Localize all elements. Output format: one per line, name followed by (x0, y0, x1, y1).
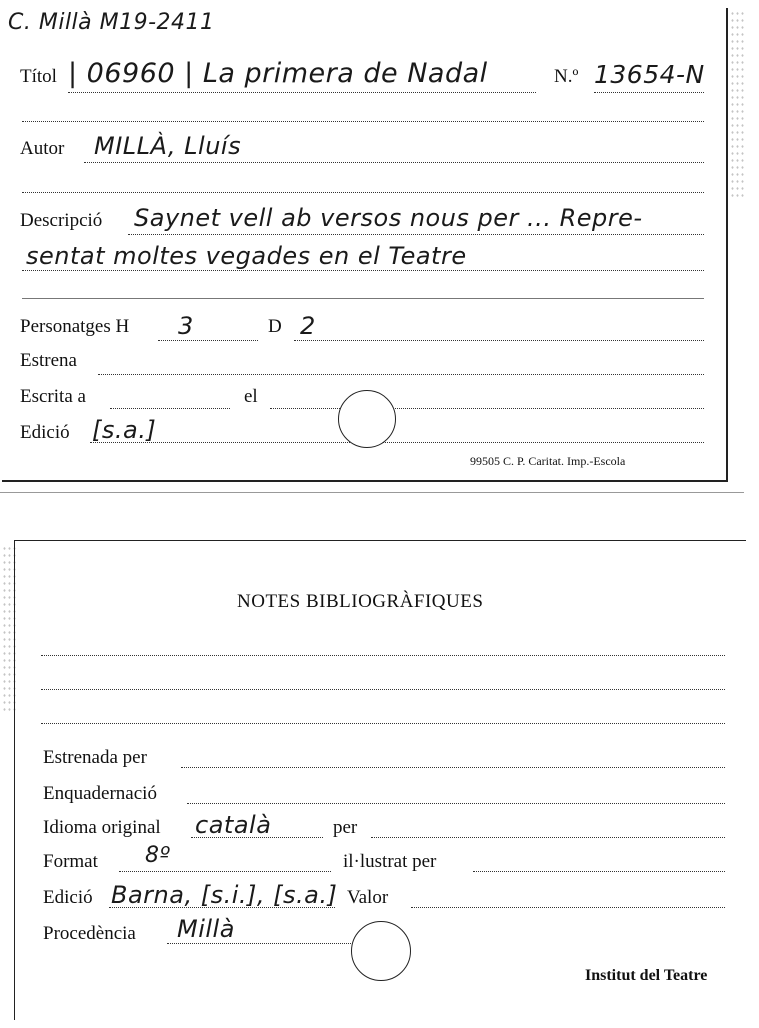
blank-line (41, 655, 725, 656)
illustrat-label: il·lustrat per (343, 851, 437, 872)
descripcio-line1: Saynet vell ab versos nous per ... Repre- (134, 204, 643, 232)
blank-line (22, 192, 704, 193)
catalog-card-back (14, 540, 746, 1020)
blank-line (22, 121, 704, 122)
el-line (270, 408, 704, 409)
card-gap-line (0, 492, 744, 493)
estrena-label: Estrena (20, 350, 77, 371)
edicio-label: Edició (20, 422, 70, 443)
idioma-line (191, 837, 323, 838)
format-label: Format (43, 851, 98, 872)
numero-line (594, 92, 704, 93)
personatges-d-value: 2 (300, 312, 316, 340)
idioma-value: català (195, 811, 272, 839)
autor-line (84, 162, 704, 163)
idioma-label: Idioma original (43, 817, 161, 838)
illustrat-line (473, 871, 725, 872)
format-value: 8º (145, 843, 171, 868)
separator (22, 298, 704, 299)
autor-value: MILLÀ, Lluís (94, 132, 242, 160)
personatges-d-label: D (268, 316, 282, 337)
institution-name: Institut del Teatre (585, 967, 708, 984)
printer-imprint: 99505 C. P. Caritat. Imp.-Escola (470, 454, 626, 468)
valor-line (411, 907, 725, 908)
escrita-line (110, 408, 230, 409)
edicio-line (109, 907, 335, 908)
blank-line (41, 689, 725, 690)
signature: C. Millà M19-2411 (8, 10, 215, 35)
edge-speckle (730, 10, 744, 200)
format-line (119, 871, 331, 872)
titol-value: | 06960 | La primera de Nadal (68, 58, 488, 89)
edicio-label: Edició (43, 887, 93, 908)
per-line (371, 837, 725, 838)
escrita-label: Escrita a (20, 386, 86, 407)
numero-label: N.º (554, 66, 579, 87)
personatges-label: Personatges H (20, 316, 130, 337)
blank-line (41, 723, 725, 724)
autor-label: Autor (20, 138, 65, 159)
edicio-value: Barna, [s.i.], [s.a.] (111, 881, 338, 909)
valor-label: Valor (347, 887, 389, 908)
descripcio-line2-dots (22, 270, 704, 271)
numero-value: 13654-N (594, 60, 705, 89)
catalog-card-front (2, 8, 728, 482)
personatges-d-line (294, 340, 704, 341)
titol-label: Títol (20, 66, 57, 87)
punch-hole (338, 390, 396, 448)
punch-hole (351, 921, 411, 981)
titol-line (68, 92, 536, 93)
notes-heading: NOTES BIBLIOGRÀFIQUES (237, 591, 484, 612)
per-label: per (333, 817, 358, 838)
el-label: el (244, 386, 258, 407)
descripcio-label: Descripció (20, 210, 103, 231)
edicio-line (90, 442, 704, 443)
personatges-h-line (158, 340, 258, 341)
estrena-line (98, 374, 704, 375)
procedencia-label: Procedència (43, 923, 136, 944)
enquadernacio-line (187, 803, 725, 804)
procedencia-value: Millà (177, 915, 235, 943)
edicio-value: [s.a.] (92, 416, 157, 444)
procedencia-line (167, 943, 367, 944)
descripcio-line1-dots (128, 234, 704, 235)
descripcio-line2: sentat moltes vegades en el Teatre (26, 242, 467, 270)
estrenada-label: Estrenada per (43, 747, 147, 768)
enquadernacio-label: Enquadernació (43, 783, 157, 804)
personatges-h-value: 3 (178, 312, 194, 340)
estrenada-line (181, 767, 725, 768)
